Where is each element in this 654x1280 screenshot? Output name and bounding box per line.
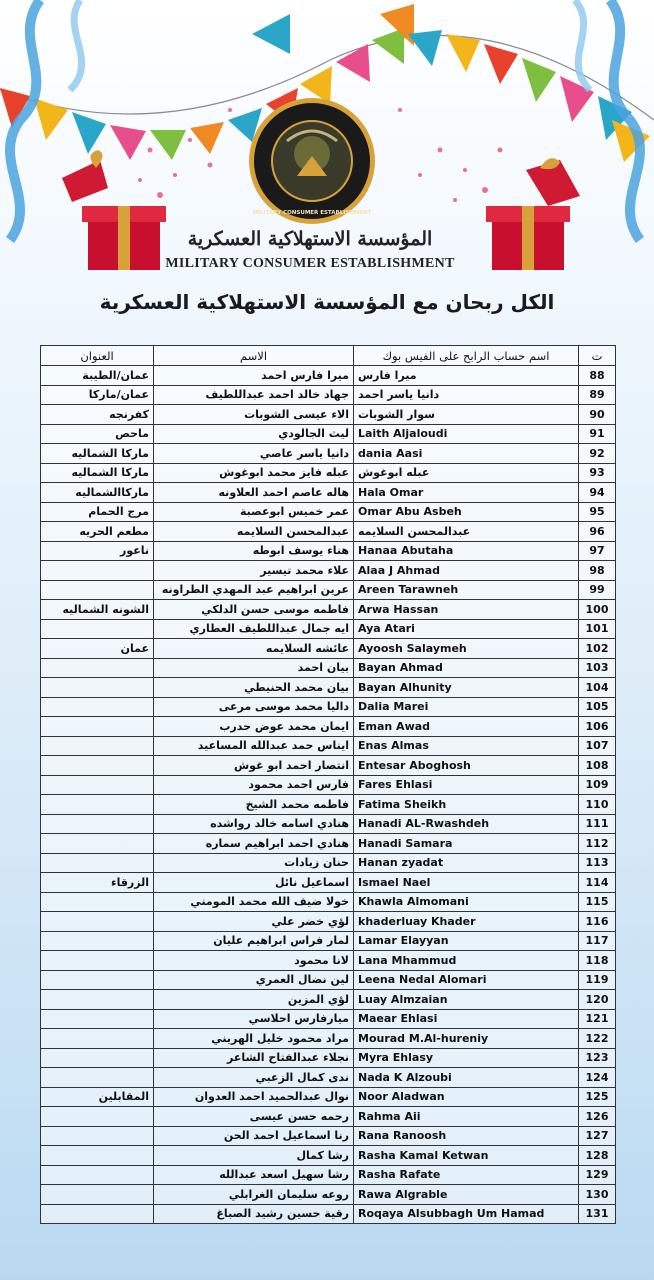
row-number-cell: 123 — [579, 1048, 616, 1068]
table-row — [41, 834, 616, 854]
table-row — [41, 1185, 616, 1205]
address-cell — [41, 580, 154, 600]
address-cell — [41, 951, 154, 971]
table-row — [41, 463, 616, 483]
table-row — [41, 736, 616, 756]
facebook-account-cell: Arwa Hassan — [354, 600, 579, 620]
facebook-account-cell: Alaa J Ahmad — [354, 561, 579, 581]
row-number-cell: 112 — [579, 834, 616, 854]
address-cell: ماحص — [41, 424, 154, 444]
facebook-account-cell: عبدالمحسن السلايمه — [354, 522, 579, 542]
winner-name-cell: هناء يوسف ابوطه — [154, 541, 354, 561]
table-row — [41, 1048, 616, 1068]
row-number-cell: 117 — [579, 931, 616, 951]
row-number-cell: 103 — [579, 658, 616, 678]
table-row — [41, 775, 616, 795]
address-cell — [41, 717, 154, 737]
address-cell — [41, 892, 154, 912]
address-cell: الشونه الشماليه — [41, 600, 154, 620]
row-number-cell: 95 — [579, 502, 616, 522]
address-cell — [41, 1126, 154, 1146]
row-number-cell: 118 — [579, 951, 616, 971]
facebook-account-cell: دانيا ياسر احمد — [354, 385, 579, 405]
address-cell — [41, 697, 154, 717]
row-number-cell: 129 — [579, 1165, 616, 1185]
winner-name-cell: ايناس حمد عبدالله المساعيد — [154, 736, 354, 756]
table-row — [41, 658, 616, 678]
facebook-account-cell: Fares Ehlasi — [354, 775, 579, 795]
facebook-account-cell: Rasha Kamal Ketwan — [354, 1146, 579, 1166]
page-title: الكل ربحان مع المؤسسة الاستهلاكية العسكرية — [99, 290, 555, 314]
winner-name-cell: مراد محمود خليل الهريني — [154, 1029, 354, 1049]
table-row — [41, 483, 616, 503]
facebook-account-cell: Khawla Almomani — [354, 892, 579, 912]
winner-name-cell: عائشه السلايمه — [154, 639, 354, 659]
table-row — [41, 1146, 616, 1166]
address-cell — [41, 931, 154, 951]
address-cell: ماركاالشماليه — [41, 483, 154, 503]
table-row — [41, 678, 616, 698]
facebook-account-cell: Rahma Aii — [354, 1107, 579, 1127]
table-row — [41, 951, 616, 971]
address-cell — [41, 1146, 154, 1166]
row-number-cell: 104 — [579, 678, 616, 698]
winner-name-cell: فاطمه موسى حسن الدلكي — [154, 600, 354, 620]
winner-name-cell: رشا كمال — [154, 1146, 354, 1166]
table-row — [41, 502, 616, 522]
row-number-cell: 99 — [579, 580, 616, 600]
table-row — [41, 795, 616, 815]
row-number-cell: 116 — [579, 912, 616, 932]
address-cell: مطعم الحريه — [41, 522, 154, 542]
row-number-cell: 88 — [579, 366, 616, 386]
winner-name-cell: هنادي احمد ابراهيم سماره — [154, 834, 354, 854]
winner-name-cell: اسماعيل نائل — [154, 873, 354, 893]
facebook-account-cell: Areen Tarawneh — [354, 580, 579, 600]
table-row — [41, 1068, 616, 1088]
winner-name-cell: انتصار احمد ابو غوش — [154, 756, 354, 776]
address-cell — [41, 970, 154, 990]
winner-name-cell: ايه جمال عبداللطيف العطاري — [154, 619, 354, 639]
org-name-english: MILITARY CONSUMER ESTABLISHMENT — [165, 256, 455, 271]
facebook-account-cell: ميرا فارس — [354, 366, 579, 386]
winner-name-cell: ميرا فارس احمد — [154, 366, 354, 386]
winner-name-cell: جهاد خالد احمد عبداللطيف — [154, 385, 354, 405]
facebook-account-cell: Dalia Marei — [354, 697, 579, 717]
table-row — [41, 697, 616, 717]
table-row — [41, 1165, 616, 1185]
winners-table-container — [40, 345, 615, 1224]
facebook-account-cell: khaderluay Khader — [354, 912, 579, 932]
table-row — [41, 1009, 616, 1029]
table-row — [41, 990, 616, 1010]
row-number-cell: 102 — [579, 639, 616, 659]
row-number-cell: 97 — [579, 541, 616, 561]
address-cell — [41, 990, 154, 1010]
winner-name-cell: ندى كمال الزعبي — [154, 1068, 354, 1088]
address-cell: كفرنجه — [41, 405, 154, 425]
winner-name-cell: حنان زيادات — [154, 853, 354, 873]
winner-name-cell: رنا اسماعيل احمد الحن — [154, 1126, 354, 1146]
winner-name-cell: علاء محمد تيسير — [154, 561, 354, 581]
winner-name-cell: فارس احمد محمود — [154, 775, 354, 795]
row-number-cell: 114 — [579, 873, 616, 893]
row-number-cell: 106 — [579, 717, 616, 737]
row-number-cell: 130 — [579, 1185, 616, 1205]
winner-name-cell: نوال عبدالحميد احمد العدوان — [154, 1087, 354, 1107]
winner-name-cell: بيان محمد الحنيطي — [154, 678, 354, 698]
address-cell — [41, 912, 154, 932]
row-number-cell: 101 — [579, 619, 616, 639]
table-row — [41, 1204, 616, 1224]
row-number-cell: 105 — [579, 697, 616, 717]
table-row — [41, 970, 616, 990]
table-row — [41, 366, 616, 386]
table-row — [41, 580, 616, 600]
address-cell: ناعور — [41, 541, 154, 561]
table-row — [41, 541, 616, 561]
facebook-account-cell: Entesar Aboghosh — [354, 756, 579, 776]
row-number-cell: 127 — [579, 1126, 616, 1146]
winner-name-cell: ليث الجالودي — [154, 424, 354, 444]
address-cell: عمان/الطيبة — [41, 366, 154, 386]
facebook-account-cell: Mourad M.Al-hureniy — [354, 1029, 579, 1049]
address-cell — [41, 658, 154, 678]
facebook-account-cell: Hanadi AL-Rwashdeh — [354, 814, 579, 834]
facebook-account-cell: Luay Almzaian — [354, 990, 579, 1010]
facebook-account-cell: Rawa Algrable — [354, 1185, 579, 1205]
winner-name-cell: لؤي المزين — [154, 990, 354, 1010]
address-cell — [41, 834, 154, 854]
table-row — [41, 405, 616, 425]
row-number-cell: 108 — [579, 756, 616, 776]
facebook-account-cell: Enas Almas — [354, 736, 579, 756]
winner-name-cell: عبدالمحسن السلايمه — [154, 522, 354, 542]
winner-name-cell: بيان احمد — [154, 658, 354, 678]
facebook-account-cell: Hanaa Abutaha — [354, 541, 579, 561]
table-row — [41, 600, 616, 620]
row-number-cell: 94 — [579, 483, 616, 503]
address-cell: مرج الحمام — [41, 502, 154, 522]
table-row — [41, 444, 616, 464]
table-row — [41, 561, 616, 581]
winner-name-cell: فاطمه محمد الشيخ — [154, 795, 354, 815]
facebook-account-cell: Ismael Nael — [354, 873, 579, 893]
table-row — [41, 1087, 616, 1107]
address-cell — [41, 736, 154, 756]
facebook-account-cell: Hala Omar — [354, 483, 579, 503]
table-row — [41, 619, 616, 639]
table-row — [41, 853, 616, 873]
address-cell — [41, 1185, 154, 1205]
address-cell: المقابلين — [41, 1087, 154, 1107]
address-cell: ماركا الشماليه — [41, 463, 154, 483]
address-cell — [41, 1029, 154, 1049]
table-row — [41, 522, 616, 542]
facebook-account-cell: Laith Aljaloudi — [354, 424, 579, 444]
row-number-cell: 124 — [579, 1068, 616, 1088]
facebook-account-cell: Bayan Ahmad — [354, 658, 579, 678]
org-name-arabic: المؤسسة الاستهلاكية العسكرية — [187, 228, 433, 250]
facebook-account-cell: Lana Mhammud — [354, 951, 579, 971]
facebook-account-cell: Maear Ehlasi — [354, 1009, 579, 1029]
facebook-account-cell: Nada K Alzoubi — [354, 1068, 579, 1088]
row-number-cell: 93 — [579, 463, 616, 483]
address-cell — [41, 853, 154, 873]
facebook-account-cell: Aya Atari — [354, 619, 579, 639]
table-row — [41, 1029, 616, 1049]
table-row — [41, 912, 616, 932]
winner-name-cell: خولا ضيف الله محمد المومني — [154, 892, 354, 912]
table-row — [41, 1107, 616, 1127]
column-header-facebook-account: اسم حساب الرابح على الفيس بوك — [354, 346, 579, 366]
row-number-cell: 120 — [579, 990, 616, 1010]
table-row — [41, 424, 616, 444]
facebook-account-cell: Leena Nedal Alomari — [354, 970, 579, 990]
table-body — [41, 366, 616, 1224]
winner-name-cell: لؤي خضر علي — [154, 912, 354, 932]
address-cell: ماركا الشماليه — [41, 444, 154, 464]
facebook-account-cell: Fatima Sheikh — [354, 795, 579, 815]
row-number-cell: 96 — [579, 522, 616, 542]
winner-name-cell: لانا محمود — [154, 951, 354, 971]
winner-name-cell: ميارفارس احلاسي — [154, 1009, 354, 1029]
address-cell — [41, 775, 154, 795]
row-number-cell: 109 — [579, 775, 616, 795]
winner-name-cell: رحمه حسن عيسى — [154, 1107, 354, 1127]
winner-name-cell: لين نضال العمري — [154, 970, 354, 990]
gift-box-right — [486, 158, 580, 270]
address-cell — [41, 1068, 154, 1088]
row-number-cell: 113 — [579, 853, 616, 873]
facebook-account-cell: Roqaya Alsubbagh Um Hamad — [354, 1204, 579, 1224]
table-row — [41, 814, 616, 834]
address-cell — [41, 1009, 154, 1029]
winner-name-cell: عمر خميس ابوعصبة — [154, 502, 354, 522]
facebook-account-cell: Rana Ranoosh — [354, 1126, 579, 1146]
row-number-cell: 110 — [579, 795, 616, 815]
address-cell: عمان/ماركا — [41, 385, 154, 405]
address-cell — [41, 1048, 154, 1068]
row-number-cell: 128 — [579, 1146, 616, 1166]
row-number-cell: 89 — [579, 385, 616, 405]
table-row — [41, 892, 616, 912]
gift-box-left — [62, 150, 166, 270]
address-cell — [41, 1165, 154, 1185]
row-number-cell: 131 — [579, 1204, 616, 1224]
row-number-cell: 119 — [579, 970, 616, 990]
facebook-account-cell: Noor Aladwan — [354, 1087, 579, 1107]
facebook-account-cell: Eman Awad — [354, 717, 579, 737]
winner-name-cell: عبله فايز محمد ابوغوش — [154, 463, 354, 483]
address-cell — [41, 561, 154, 581]
facebook-account-cell: Myra Ehlasy — [354, 1048, 579, 1068]
address-cell — [41, 814, 154, 834]
address-cell — [41, 678, 154, 698]
logo-ring-text: MILITARY CONSUMER ESTABLISHMENT — [252, 210, 372, 216]
row-number-cell: 98 — [579, 561, 616, 581]
address-cell — [41, 756, 154, 776]
column-header-number: ت — [579, 346, 616, 366]
address-cell — [41, 619, 154, 639]
winner-name-cell: ايمان محمد عوض حدرب — [154, 717, 354, 737]
table-row — [41, 639, 616, 659]
row-number-cell: 121 — [579, 1009, 616, 1029]
row-number-cell: 91 — [579, 424, 616, 444]
address-cell — [41, 1107, 154, 1127]
facebook-account-cell: Ayoosh Salaymeh — [354, 639, 579, 659]
facebook-account-cell: Rasha Rafate — [354, 1165, 579, 1185]
address-cell: الزرقاء — [41, 873, 154, 893]
facebook-account-cell: dania Aasi — [354, 444, 579, 464]
winner-name-cell: هنادي اسامه خالد رواشده — [154, 814, 354, 834]
table-row — [41, 717, 616, 737]
row-number-cell: 111 — [579, 814, 616, 834]
winner-name-cell: عرين ابراهيم عبد المهدي الطراونه — [154, 580, 354, 600]
facebook-account-cell: Bayan Alhunity — [354, 678, 579, 698]
winner-name-cell: روعه سليمان الغرابلي — [154, 1185, 354, 1205]
table-header-row — [41, 346, 616, 366]
row-number-cell: 126 — [579, 1107, 616, 1127]
facebook-account-cell: Hanan zyadat — [354, 853, 579, 873]
winner-name-cell: الاء عيسى الشوبات — [154, 405, 354, 425]
row-number-cell: 122 — [579, 1029, 616, 1049]
facebook-account-cell: عبله ابوغوش — [354, 463, 579, 483]
winner-name-cell: دانيا ياسر عاصي — [154, 444, 354, 464]
row-number-cell: 90 — [579, 405, 616, 425]
table-row — [41, 1126, 616, 1146]
address-cell — [41, 1204, 154, 1224]
winners-table — [40, 345, 616, 1224]
row-number-cell: 92 — [579, 444, 616, 464]
column-header-address: العنوان — [41, 346, 154, 366]
row-number-cell: 125 — [579, 1087, 616, 1107]
facebook-account-cell: Omar Abu Asbeh — [354, 502, 579, 522]
winner-name-cell: رقية حسين رشيد الصباغ — [154, 1204, 354, 1224]
row-number-cell: 100 — [579, 600, 616, 620]
facebook-account-cell: Hanadi Samara — [354, 834, 579, 854]
row-number-cell: 115 — [579, 892, 616, 912]
table-row — [41, 385, 616, 405]
winner-name-cell: داليا محمد موسى مرعى — [154, 697, 354, 717]
address-cell — [41, 795, 154, 815]
winner-name-cell: لمار فراس ابراهيم عليان — [154, 931, 354, 951]
winner-name-cell: نجلاء عبدالفتاح الشاعر — [154, 1048, 354, 1068]
table-row — [41, 931, 616, 951]
column-header-name: الاسم — [154, 346, 354, 366]
winner-name-cell: هاله عاصم احمد العلاونه — [154, 483, 354, 503]
winner-name-cell: رشا سهيل اسعد عبدالله — [154, 1165, 354, 1185]
facebook-account-cell: سوار الشوبات — [354, 405, 579, 425]
establishment-logo — [247, 96, 377, 226]
table-row — [41, 756, 616, 776]
address-cell: عمان — [41, 639, 154, 659]
row-number-cell: 107 — [579, 736, 616, 756]
facebook-account-cell: Lamar Elayyan — [354, 931, 579, 951]
table-row — [41, 873, 616, 893]
